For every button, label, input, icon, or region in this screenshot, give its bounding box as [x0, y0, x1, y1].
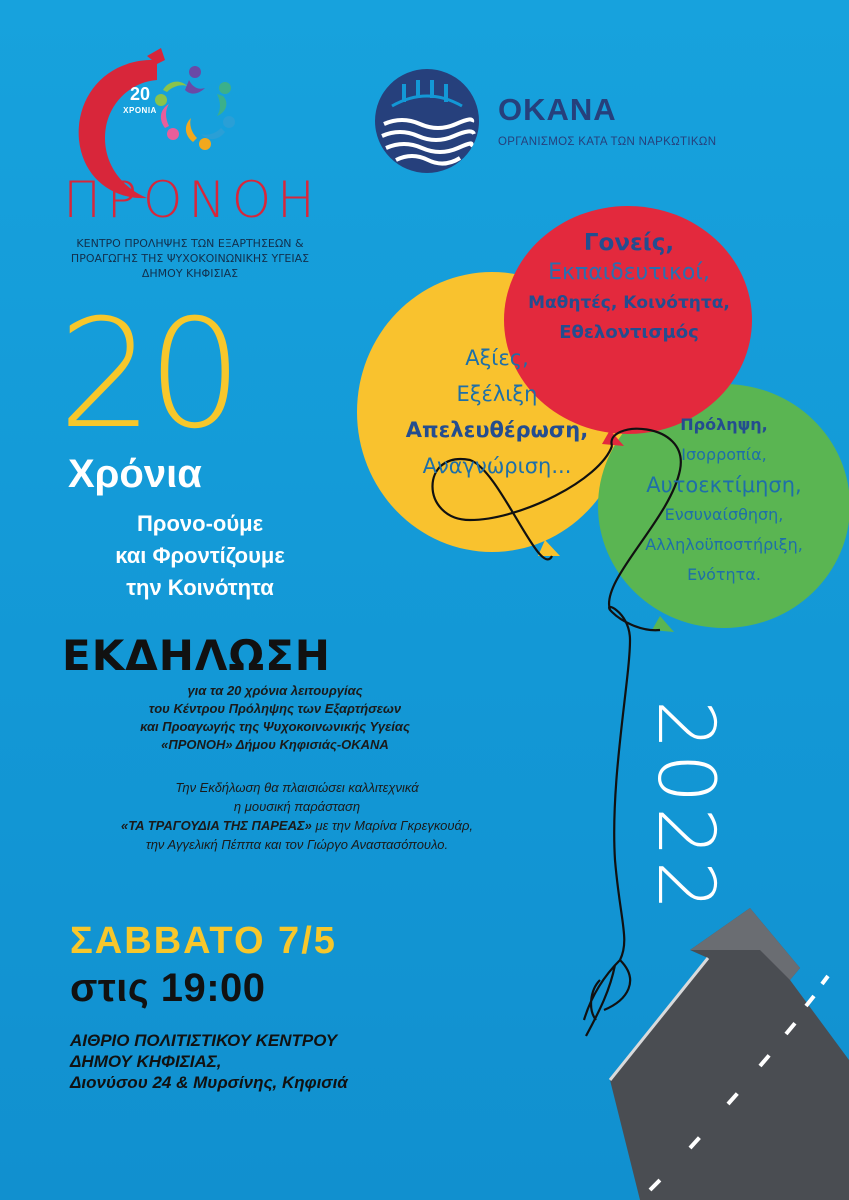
music-performers-line [62, 816, 532, 835]
music-show-title: «ΤΑ ΤΡΑΓΟΥΔΙΑ ΤΗΣ ΠΑΡΕΑΣ» [120, 818, 312, 833]
road-arrow-icon [610, 908, 849, 1200]
green-balloon-text [604, 410, 844, 590]
red-balloon-text [506, 228, 752, 348]
event-time: στις 19:00 [70, 966, 266, 1010]
event-description-line: και Προαγωγής της Ψυχοκοινωνικής Υγείας [140, 719, 410, 734]
balloon-word: Απελευθέρωση, [405, 418, 589, 442]
motto-line: Προνο-ούμε [136, 511, 264, 536]
pronoi-badge-number: 20 [129, 84, 151, 104]
balloon-word: Γονείς, [583, 230, 675, 256]
event-year: 2022 [640, 700, 730, 915]
event-venue [70, 1030, 348, 1093]
motto-line: και Φροντίζουμε [115, 543, 285, 568]
yellow-balloon-text [372, 340, 622, 484]
balloon-word: Ενσυναίσθηση, [664, 505, 784, 524]
music-performers-line: την Αγγελική Πέππα και τον Γιώργο Αναστασόπουλο. [145, 837, 449, 852]
balloon-word: Ισορροπία, [681, 445, 767, 464]
okana-name: OKANA [498, 92, 617, 127]
motto-line: την Κοινότητα [126, 575, 274, 600]
venue-line: ΑΙΘΡΙΟ ΠΟΛΙΤΙΣΤΙΚΟΥ ΚΕΝΤΡΟΥ [70, 1031, 338, 1050]
music-performers: με την Μαρίνα Γκρεγκουάρ, [311, 818, 474, 833]
balloon-word: Μαθητές, Κοινότητα, [528, 293, 730, 313]
event-title: ΕΚΔΗΛΩΣΗ [62, 631, 331, 680]
balloon-word: Πρόληψη, [680, 415, 768, 434]
pronoi-subtitle-line: ΚΕΝΤΡΟ ΠΡΟΛΗΨΗΣ ΤΩΝ ΕΞΑΡΤΗΣΕΩΝ & [76, 237, 304, 250]
music-intro-line: Την Εκδήλωση θα πλαισιώσει καλλιτεχνικά [175, 780, 419, 795]
balloon-word: Αλληλοϋποστήριξη, [645, 535, 803, 554]
balloon-word: Αυτοεκτίμηση, [646, 473, 802, 497]
balloon-word: Εθελοντισμός [559, 322, 699, 343]
venue-line: Διονύσου 24 & Μυρσίνης, Κηφισιά [70, 1073, 348, 1092]
pronoi-name: ΠΡΟΝΟΗ [63, 171, 321, 229]
balloon-word: Αξίες, [465, 346, 529, 370]
headline-word: Χρόνια [68, 452, 202, 496]
event-description-line: για τα 20 χρόνια λειτουργίας [187, 683, 363, 698]
pronoi-subtitle-line: ΠΡΟΑΓΩΓΗΣ ΤΗΣ ΨΥΧΟΚΟΙΝΩΝΙΚΗΣ ΥΓΕΙΑΣ [70, 252, 310, 265]
balloon-word: Αναγνώριση... [422, 454, 572, 478]
balloon-word: Ενότητα. [687, 565, 761, 584]
pronoi-badge-label: ΧΡΟΝΙΑ [123, 106, 157, 115]
balloon-word: Εκπαιδευτικοί, [548, 260, 710, 285]
balloon-word: Εξέλιξη [456, 382, 538, 406]
venue-line: ΔΗΜΟΥ ΚΗΦΙΣΙΑΣ, [70, 1052, 222, 1071]
okana-subtitle: ΟΡΓΑΝΙΣΜΟΣ ΚΑΤΑ ΤΩΝ ΝΑΡΚΩΤΙΚΩΝ [498, 136, 717, 148]
motto [70, 508, 330, 604]
event-description-line: του Κέντρου Πρόληψης των Εξαρτήσεων [148, 701, 402, 716]
headline-number: 20 [58, 288, 237, 462]
event-date: ΣΑΒΒΑΤΟ 7/5 [70, 920, 337, 962]
event-description-line: «ΠΡΟΝΟΗ» Δήμου Κηφισιάς-ΟΚΑΝΑ [161, 737, 389, 752]
music-description [62, 778, 532, 854]
event-description [70, 682, 480, 754]
music-intro-line: η μουσική παράσταση [233, 799, 361, 814]
pronoi-subtitle-line: ΔΗΜΟΥ ΚΗΦΙΣΙΑΣ [141, 267, 239, 280]
